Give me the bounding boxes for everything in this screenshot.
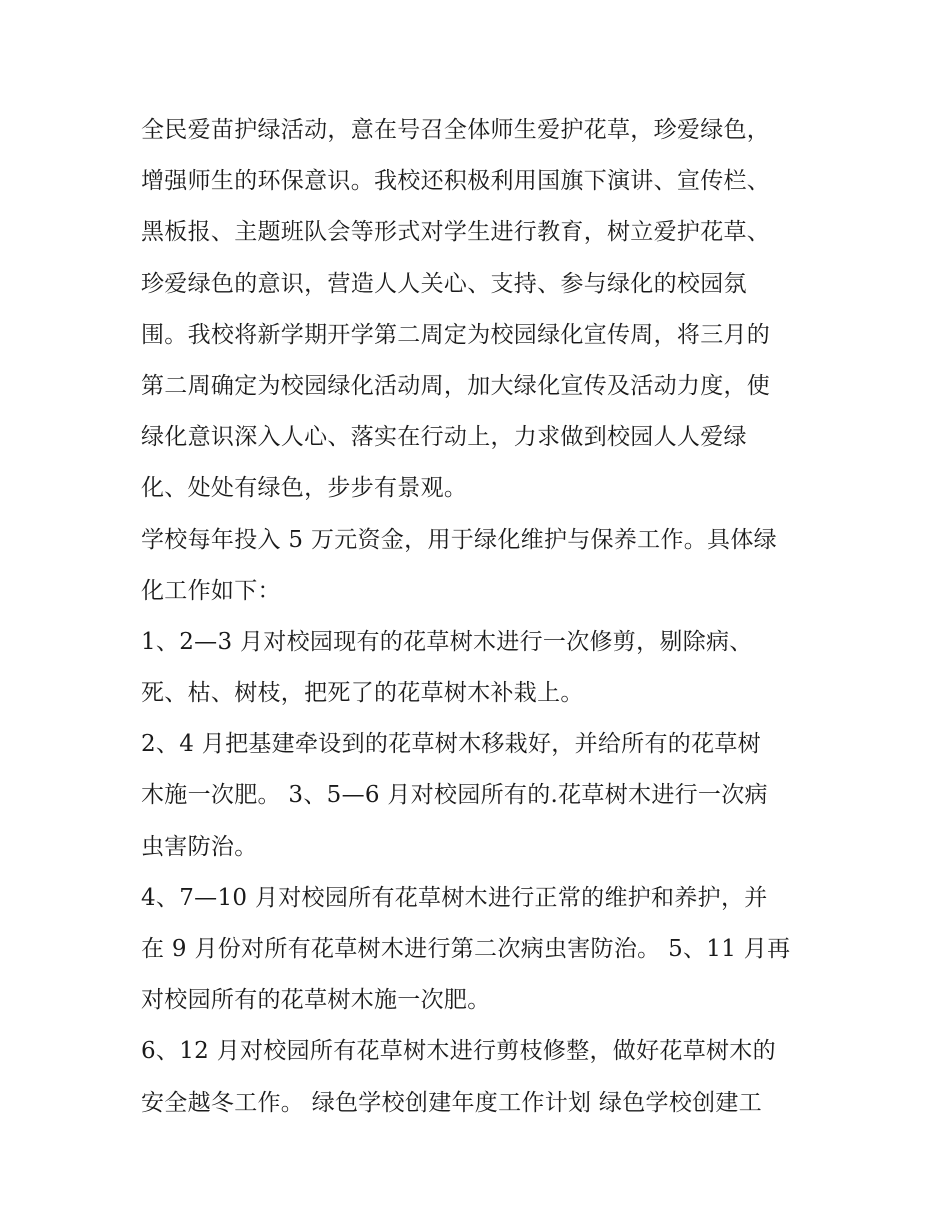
text-line: 全民爱苗护绿活动，意在号召全体师生爱护花草，珍爱绿色， — [141, 117, 771, 143]
text-line: 安全越冬工作。 绿色学校创建年度工作计划 绿色学校创建工 — [141, 1089, 763, 1116]
text-line: 2、4 月把基建牵设到的花草树木移栽好，并给所有的花草树 — [141, 731, 761, 758]
text-line: 死、枯、树枝，把死了的花草树木补栽上。 — [141, 680, 584, 707]
text-line: 学校每年投入 5 万元资金，用于绿化维护与保养工作。具体绿 — [141, 526, 777, 553]
text-line: 6、12 月对校园所有花草树木进行剪枝修整，做好花草树木的 — [141, 1038, 776, 1065]
text-line: 化、处处有绿色，步步有景观。 — [141, 475, 468, 502]
text-line: 4、7—10 月对校园所有花草树木进行正常的维护和养护，并 — [141, 884, 768, 911]
document-body — [141, 105, 831, 1129]
text-line: 绿化意识深入人心、落实在行动上，力求做到校园人人爱绿 — [141, 424, 747, 451]
text-line: 在 9 月份对所有花草树木进行第二次病虫害防治。 5、11 月再 — [141, 936, 791, 962]
text-line: 围。我校将新学期开学第二周定为校园绿化宣传周，将三月的 — [141, 321, 771, 348]
text-line: 第二周确定为校园绿化活动周，加大绿化宣传及活动力度，使 — [141, 372, 771, 399]
text-line: 木施一次肥。 3、5—6 月对校园所有的.花草树木进行一次病 — [141, 782, 768, 809]
text-line: 黑板报、主题班队会等形式对学生进行教育，树立爱护花草、 — [141, 219, 771, 246]
text-line: 1、2—3 月对校园现有的花草树木进行一次修剪，剔除病、 — [141, 628, 753, 655]
text-line: 增强师生的环保意识。我校还积极利用国旗下演讲、宣传栏、 — [141, 168, 771, 195]
text-line: 虫害防治。 — [141, 833, 258, 860]
text-line: 对校园所有的花草树木施一次肥。 — [141, 987, 491, 1014]
text-line: 珍爱绿色的意识，营造人人关心、支持、参与绿化的校园氛 — [141, 270, 747, 297]
text-line: 化工作如下： — [141, 577, 281, 604]
